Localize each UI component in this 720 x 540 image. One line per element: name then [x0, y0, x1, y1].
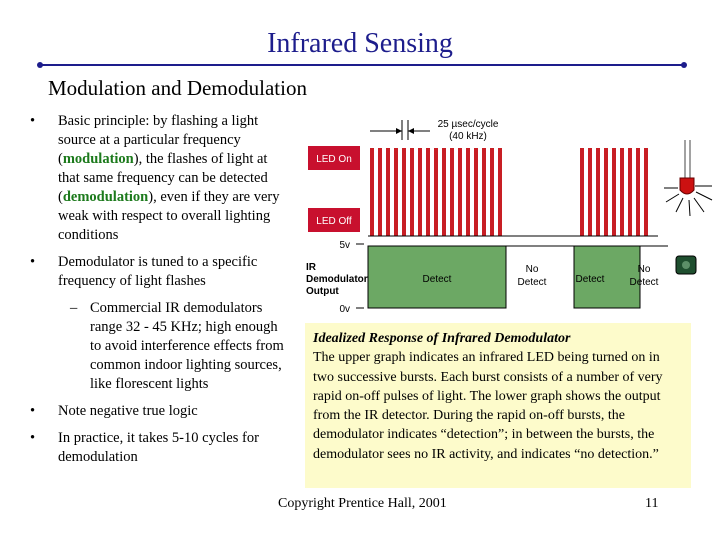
led-pulse	[410, 148, 414, 236]
led-pulse	[402, 148, 406, 236]
bullet-text: Note negative true logic	[58, 403, 198, 419]
caption-body: The upper graph indicates an infrared LED being turned on in two successive bursts. Each burst consists of a number of very rapid on-off pulses of light. The lower graph shows the output from the IR detector. During the rapid on-off bursts, the demodulator indicates “detection”; in between the bursts, the demodulator sees no IR activity, and indicates “no detection.”	[313, 350, 663, 462]
ir-detector-icon	[676, 256, 696, 274]
led-pulse	[490, 148, 494, 236]
output-label-line: Demodulator	[306, 274, 368, 285]
period-arrowhead	[396, 128, 402, 134]
led-off-label: LED Off	[316, 216, 352, 227]
slide-subtitle: Modulation and Demodulation	[48, 76, 307, 100]
led-pulse	[580, 148, 584, 236]
led-pulse	[442, 148, 446, 236]
rule-end-dot	[37, 62, 43, 68]
modulation-diagram	[302, 112, 718, 320]
voltage-high-label: 5v	[339, 240, 350, 251]
bullet-list	[30, 112, 286, 475]
led-pulse	[636, 148, 640, 236]
led-pulse-bursts	[370, 148, 648, 236]
bullet-mark: •	[30, 254, 36, 270]
led-pulse	[482, 148, 486, 236]
sub-bullet-item	[30, 299, 286, 394]
led-on-label: LED On	[316, 154, 352, 165]
bullet-mark: •	[30, 403, 36, 419]
page-number: 11	[645, 496, 659, 511]
copyright-footer: Copyright Prentice Hall, 2001	[278, 496, 447, 511]
bullet-text: Commercial IR demodulators range 32 - 45 KHz; high enough to avoid interference effects from common indoor lighting sources, like florescent lights	[90, 300, 284, 392]
bullet-mark: •	[30, 430, 36, 446]
infrared-led-icon	[664, 140, 712, 216]
bullet-text-segment: ), even if they are very weak with respect to overall lighting conditions	[58, 189, 280, 243]
led-pulse	[394, 148, 398, 236]
output-label-line: IR	[306, 262, 316, 273]
led-pulse	[498, 148, 502, 236]
caption-title: Idealized Response of Infrared Demodulator	[313, 331, 571, 346]
keyword: modulation	[62, 151, 134, 167]
led-pulse	[596, 148, 600, 236]
frequency-label: (40 kHz)	[449, 131, 487, 142]
rule-end-dot	[681, 62, 687, 68]
led-pulse	[386, 148, 390, 236]
keyword: demodulation	[62, 189, 149, 205]
led-pulse	[434, 148, 438, 236]
bullet-text: Demodulator is tuned to a specific frequency of light flashes	[58, 254, 258, 289]
led-pulse	[604, 148, 608, 236]
period-arrowhead	[408, 128, 414, 134]
bullet-item	[30, 253, 286, 291]
bullet-text-segment: Basic principle: by flashing a light source at a particular frequency (	[58, 113, 259, 167]
led-pulse	[370, 148, 374, 236]
segment-label-no-detect: No	[525, 264, 539, 275]
title-underline	[40, 64, 684, 66]
period-label: 25 µsec/cycle	[437, 119, 499, 130]
led-pulse	[466, 148, 470, 236]
segment-label-no-detect: Detect	[517, 277, 547, 288]
dash-mark: –	[70, 300, 78, 316]
output-label-line: Output	[306, 286, 339, 297]
led-pulse	[426, 148, 430, 236]
bullet-item	[30, 112, 286, 245]
bullet-text	[58, 113, 280, 243]
segment-label-detect: Detect	[422, 274, 452, 285]
led-pulse	[450, 148, 454, 236]
led-pulse	[612, 148, 616, 236]
led-pulse	[458, 148, 462, 236]
led-pulse	[620, 148, 624, 236]
segment-label-detect: Detect	[575, 274, 605, 285]
led-pulse	[378, 148, 382, 236]
led-pulse	[588, 148, 592, 236]
caption-box	[305, 323, 691, 488]
bullet-text-segment: ), the flashes of light at that same frequency can be detected (	[58, 151, 268, 205]
slide-title: Infrared Sensing	[267, 28, 453, 59]
bullet-item	[30, 402, 286, 421]
bullet-item	[30, 429, 286, 467]
led-pulse	[644, 148, 648, 236]
segment-label-no-detect: No	[637, 264, 651, 275]
segment-label-no-detect: Detect	[629, 277, 659, 288]
led-pulse	[628, 148, 632, 236]
bullet-mark: •	[30, 113, 36, 129]
bullet-text: In practice, it takes 5-10 cycles for demodulation	[58, 430, 259, 465]
voltage-low-label: 0v	[339, 304, 350, 315]
led-pulse	[418, 148, 422, 236]
led-pulse	[474, 148, 478, 236]
